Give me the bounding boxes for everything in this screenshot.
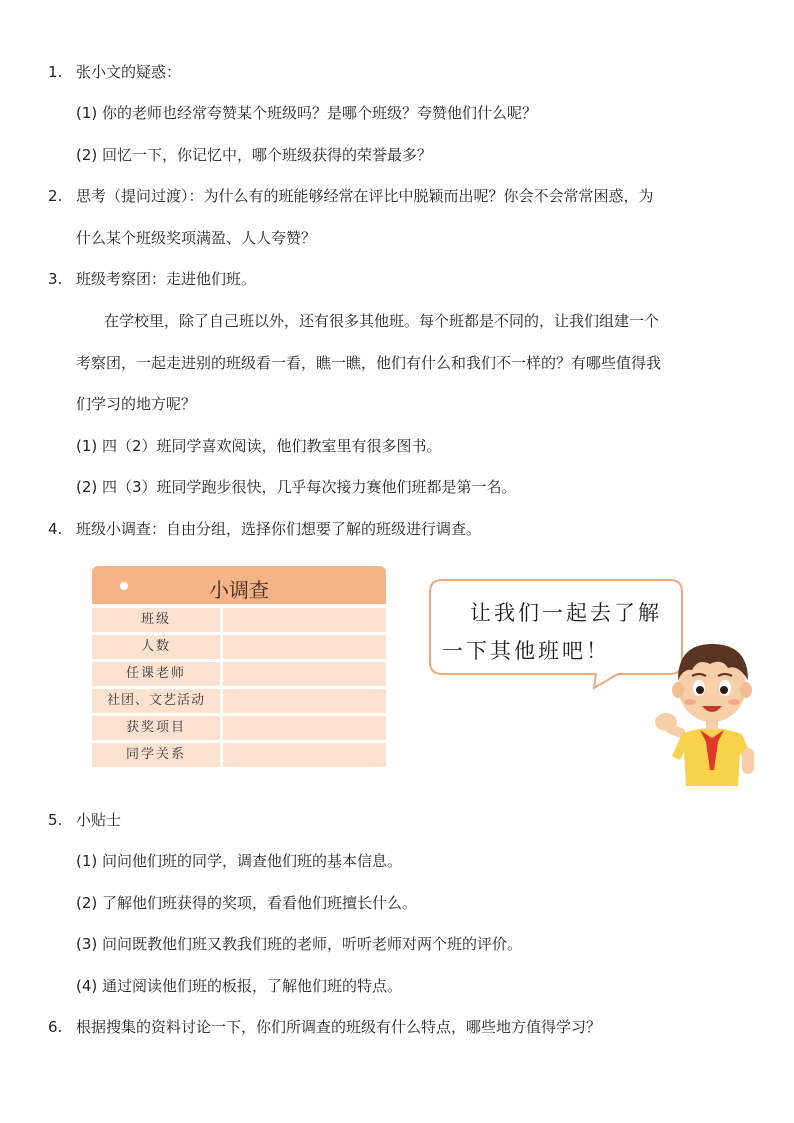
item-text: 张小文的疑惑： bbox=[76, 63, 182, 81]
item-number: 2. bbox=[48, 187, 63, 205]
survey-row bbox=[92, 689, 386, 713]
item-number: 5. bbox=[48, 811, 63, 829]
survey-answer-cell bbox=[223, 689, 386, 713]
survey-row-label: 任课老师 bbox=[92, 662, 220, 686]
item-text: 思考（提问过渡）：为什么有的班能够经常在评比中脱颖而出呢？你会不会常常困惑，为 bbox=[76, 187, 654, 205]
survey-table bbox=[92, 566, 386, 770]
survey-row-label: 获奖项目 bbox=[92, 716, 220, 740]
item-3-sub-2: (2) 四（3）班同学跑步很快，几乎每次接力赛他们班都是第一名。 bbox=[76, 478, 517, 496]
item-number: 3. bbox=[48, 270, 63, 288]
item-5-sub-2: (2) 了解他们班获得的奖项，看看他们班擅长什么。 bbox=[76, 894, 418, 912]
speech-bubble bbox=[428, 578, 684, 690]
item-1-sub-2: (2) 回忆一下，你记忆中，哪个班级获得的荣誉最多？ bbox=[76, 146, 433, 164]
survey-answer-cell bbox=[223, 662, 386, 686]
item-3-para-1: 在学校里，除了自己班以外，还有很多其他班。每个班都是不同的，让我们组建一个 bbox=[104, 312, 660, 330]
item-3-para-2: 考察团，一起走进别的班级看一看，瞧一瞧，他们有什么和我们不一样的？有哪些值得我 bbox=[76, 354, 662, 372]
survey-answer-cell bbox=[223, 635, 386, 659]
item-text: 根据搜集的资料讨论一下，你们所调查的班级有什么特点，哪些地方值得学习？ bbox=[76, 1018, 602, 1036]
survey-row bbox=[92, 635, 386, 659]
survey-answer-cell bbox=[223, 608, 386, 632]
item-5-sub-4: (4) 通过阅读他们班的板报，了解他们班的特点。 bbox=[76, 977, 403, 995]
item-text: 班级小调查：自由分组，选择你们想要了解的班级进行调查。 bbox=[76, 520, 482, 538]
survey-answer-cell bbox=[223, 716, 386, 740]
item-5-sub-1: (1) 问问他们班的同学，调查他们班的基本信息。 bbox=[76, 852, 403, 870]
item-number: 1. bbox=[48, 63, 63, 81]
survey-header bbox=[92, 566, 386, 607]
boy-illustration bbox=[652, 630, 770, 786]
item-2-line-2: 什么某个班级奖项满盈、人人夸赞？ bbox=[76, 229, 317, 247]
survey-row bbox=[92, 608, 386, 632]
survey-row-label: 班级 bbox=[92, 608, 220, 632]
survey-row-label: 同学关系 bbox=[92, 743, 220, 767]
item-1-sub-1: (1) 你的老师也经常夸赞某个班级吗？是哪个班级？夸赞他们什么呢？ bbox=[76, 104, 538, 122]
item-text: 班级考察团：走进他们班。 bbox=[76, 270, 257, 288]
survey-title: 小调查 bbox=[209, 578, 269, 602]
survey-row bbox=[92, 716, 386, 740]
item-text: 小贴士 bbox=[76, 811, 122, 829]
item-number: 4. bbox=[48, 520, 63, 538]
item-number: 6. bbox=[48, 1018, 63, 1036]
item-5-sub-3: (3) 问问既教他们班又教我们班的老师，听听老师对两个班的评价。 bbox=[76, 935, 523, 953]
item-3-sub-1: (1) 四（2）班同学喜欢阅读，他们教室里有很多图书。 bbox=[76, 437, 442, 455]
survey-row-label: 人数 bbox=[92, 635, 220, 659]
survey-answer-cell bbox=[223, 743, 386, 767]
item-3-para-3: 们学习的地方呢？ bbox=[76, 395, 197, 413]
speech-bubble-text: 让我们一起去了解一下其他班吧！ bbox=[442, 601, 662, 663]
survey-row-label: 社团、文艺活动 bbox=[92, 689, 220, 713]
survey-row bbox=[92, 743, 386, 767]
survey-row bbox=[92, 662, 386, 686]
